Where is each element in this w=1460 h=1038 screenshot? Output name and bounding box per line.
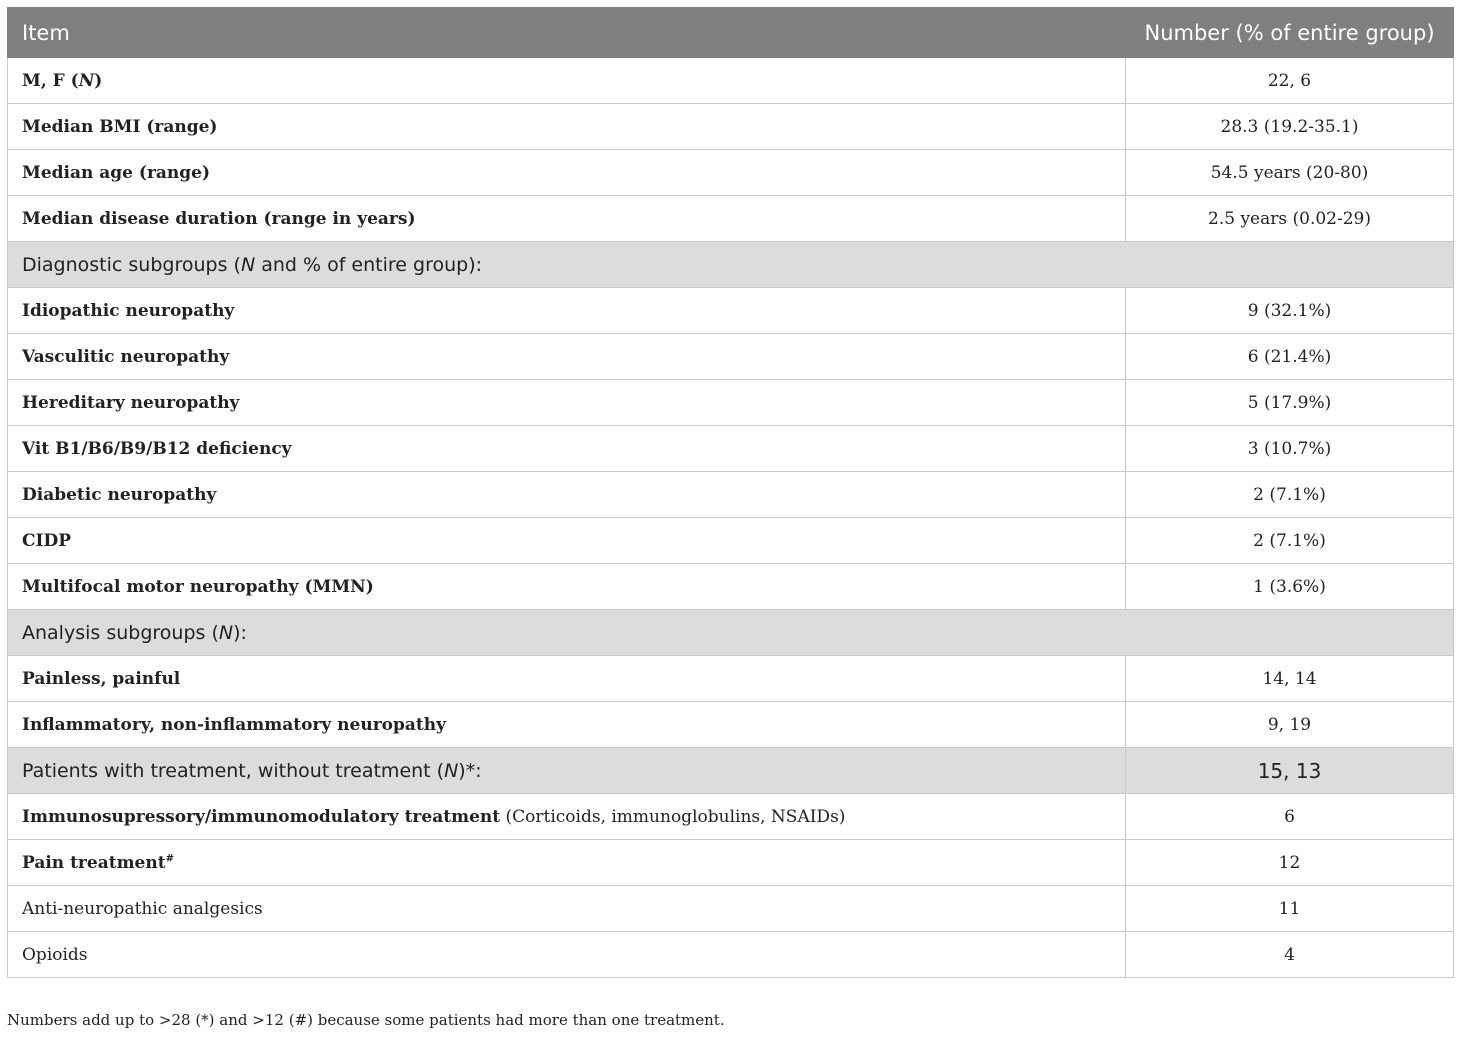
section-value-treatment: 15, 13 [1126, 748, 1454, 794]
table-row [8, 840, 1454, 886]
row-label-age: Median age (range) [8, 150, 1126, 196]
row-label-pain: Painless, painful [8, 656, 1126, 702]
column-header-number: Number (% of entire group) [1126, 8, 1454, 58]
table-row [8, 196, 1454, 242]
table-row [8, 104, 1454, 150]
table-row [8, 150, 1454, 196]
table-row [8, 426, 1454, 472]
row-label-diabetic: Diabetic neuropathy [8, 472, 1126, 518]
row-label-hereditary: Hereditary neuropathy [8, 380, 1126, 426]
row-label-idiopathic: Idiopathic neuropathy [8, 288, 1126, 334]
column-header-item: Item [8, 8, 1126, 58]
table-row [8, 702, 1454, 748]
table-row [8, 656, 1454, 702]
section-row-analysis [8, 610, 1454, 656]
section-label-treatment: Patients with treatment, without treatment (N)*: [8, 748, 1126, 794]
row-value-opioids: 4 [1126, 932, 1454, 978]
row-label-immuno: Immunosupressory/immunomodulatory treatment (Corticoids, immunoglobulins, NSAIDs) [8, 794, 1126, 840]
row-value-vitamin: 3 (10.7%) [1126, 426, 1454, 472]
row-value-diabetic: 2 (7.1%) [1126, 472, 1454, 518]
row-value-age: 54.5 years (20-80) [1126, 150, 1454, 196]
table-row [8, 58, 1454, 104]
row-label-vitamin: Vit B1/B6/B9/B12 deficiency [8, 426, 1126, 472]
row-value-inflammatory: 9, 19 [1126, 702, 1454, 748]
row-value-idiopathic: 9 (32.1%) [1126, 288, 1454, 334]
row-value-hereditary: 5 (17.9%) [1126, 380, 1454, 426]
row-label-anti-neuropathic: Anti-neuropathic analgesics [8, 886, 1126, 932]
table-row [8, 380, 1454, 426]
table-header-row [8, 8, 1454, 58]
row-value-vasculitic: 6 (21.4%) [1126, 334, 1454, 380]
row-label-duration: Median disease duration (range in years) [8, 196, 1126, 242]
row-value-duration: 2.5 years (0.02-29) [1126, 196, 1454, 242]
section-row-treatment [8, 748, 1454, 794]
table-row [8, 564, 1454, 610]
section-label-analysis: Analysis subgroups (N): [8, 610, 1454, 656]
row-value-pain-treatment: 12 [1126, 840, 1454, 886]
row-value-bmi: 28.3 (19.2-35.1) [1126, 104, 1454, 150]
row-value-sex: 22, 6 [1126, 58, 1454, 104]
table-row [8, 932, 1454, 978]
table-row [8, 472, 1454, 518]
demographics-table [7, 7, 1454, 978]
section-label-diagnostic: Diagnostic subgroups (N and % of entire group): [8, 242, 1454, 288]
table-row [8, 288, 1454, 334]
row-label-inflammatory: Inflammatory, non-inflammatory neuropathy [8, 702, 1126, 748]
table-row [8, 518, 1454, 564]
row-label-sex: M, F (N) [8, 58, 1126, 104]
table-footnote: Numbers add up to >28 (*) and >12 (#) because some patients had more than one treatment. [7, 1011, 725, 1029]
row-label-bmi: Median BMI (range) [8, 104, 1126, 150]
row-value-mmn: 1 (3.6%) [1126, 564, 1454, 610]
table-row [8, 794, 1454, 840]
row-value-anti-neuropathic: 11 [1126, 886, 1454, 932]
row-label-vasculitic: Vasculitic neuropathy [8, 334, 1126, 380]
section-row-diagnostic [8, 242, 1454, 288]
row-value-immuno: 6 [1126, 794, 1454, 840]
table-row [8, 886, 1454, 932]
row-label-mmn: Multifocal motor neuropathy (MMN) [8, 564, 1126, 610]
row-label-cidp: CIDP [8, 518, 1126, 564]
table-row [8, 334, 1454, 380]
row-value-cidp: 2 (7.1%) [1126, 518, 1454, 564]
row-value-pain: 14, 14 [1126, 656, 1454, 702]
row-label-opioids: Opioids [8, 932, 1126, 978]
row-label-pain-treatment: Pain treatment# [8, 840, 1126, 886]
